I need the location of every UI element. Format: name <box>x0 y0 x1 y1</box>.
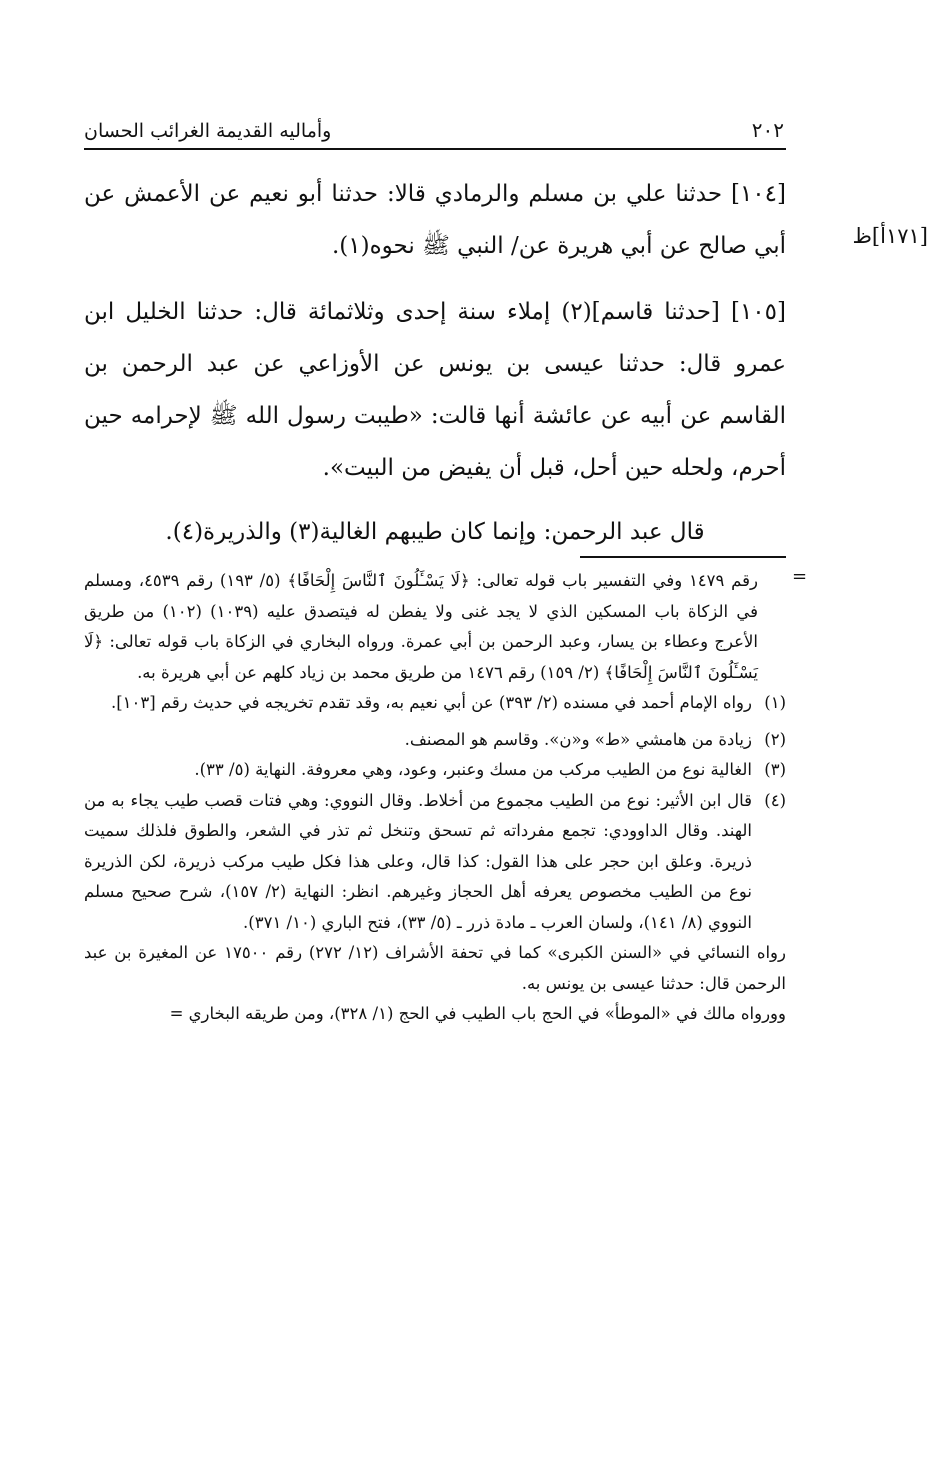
footnote-continuation: رقم ١٤٧٩ وفي التفسير باب قوله تعالى: ﴿لَا يَسْـَٔلُونَ ٱلنَّاسَ إِلْحَافًا﴾ (٥/ ١٩٣) رقم ٤٥٣٩، ومسلم في الزكاة باب المسكين الذي لا يجد غنى ولا يفطن له فيتصدق عليه (١٠٣٩) (١٠٢) من طريق الأعرج وعطاء بن يسار، وعبد الرحمن بن أبي عمرة. ورواه البخاري في الزكاة باب قوله تعالى: ﴿لَا يَسْـَٔلُونَ ٱلنَّاسَ إِلْحَافًا﴾ (٢/ ١٥٩) رقم ١٤٧٦ من طريق محمد بن زياد كلهم عن أبي هريرة به. <box>84 571 758 682</box>
footnote-rule <box>580 556 786 558</box>
footnote-text: زيادة من هامشي «ط» و«ن». وقاسم هو المصنف. <box>404 729 752 749</box>
running-title: وأماليه القديمة الغرائب الحسان <box>84 120 332 142</box>
footnote-4 <box>84 786 786 939</box>
hadith-104: [١٠٤] حدثنا علي بن مسلم والرمادي قالا: حدثنا أبو نعيم عن الأعمش عن أبي صالح عن أبي هريرة عن/ النبي ﷺ نحوه(١). <box>84 181 786 259</box>
footnote-text: الغالية نوع من الطيب مركب من مسك وعنبر، وعود، وهي معروفة. النهاية (٥/ ٣٣). <box>194 760 752 779</box>
footnote-number: (٣) <box>764 760 786 779</box>
footnote-extra-1: رواه النسائي في «السنن الكبرى» كما في تحفة الأشراف (١٢/ ٢٧٢) رقم ١٧٥٠٠ عن المغيرة بن عبد الرحمن قال: حدثنا عيسى بن يونس به. <box>84 943 786 993</box>
footnote-text: رواه الإمام أحمد في مسنده (٢/ ٣٩٣) عن أبي نعيم به، وقد تقدم تخريجه في حديث رقم [١٠٣]. <box>110 693 752 712</box>
footnotes <box>84 566 786 1030</box>
header-rule <box>84 148 786 150</box>
footnote-extra-2: وورواه مالك في «الموطأ» في الحج باب الطيب في الحج (١/ ٣٢٨)، ومن طريقه البخاري = <box>169 1004 786 1023</box>
footnote-1 <box>84 688 786 719</box>
footnote-number: (٢) <box>764 729 786 749</box>
hadith-105: [١٠٥] [حدثنا قاسم](٢) إملاء سنة إحدى وثلاثمائة قال: حدثنا الخليل ابن عمرو قال: حدثنا عيسى بن يونس عن الأوزاعي عن عبد الرحمن بن القاسم عن أبيه عن عائشة أنها قالت: «طيبت رسول الله ﷺ لإحرامه حين أحرم، ولحله حين أحل، قبل أن يفيض من البيت». <box>84 299 786 481</box>
manuscript-folio-note: [١٧١أ]ظ <box>852 224 928 248</box>
footnote-2 <box>84 725 786 756</box>
continuation-mark: = <box>792 566 808 587</box>
page-header <box>84 112 784 142</box>
footnote-text: قال ابن الأثير: نوع من الطيب مجموع من أخلاط. وقال النووي: وهي فتات قصب طيب يجاء به من الهند. وقال الداوودي: تجمع مفرداته ثم تسحق وتنخل ثم تذر في الشعر، والطوق فلذلك سميت ذريرة. وعلق ابن حجر على هذا القول: كذا قال، وعلى هذا فكل طيب مركب ذريرة، لكن الذريرة نوع من الطيب مخصوص يعرفه أهل الحجاز وغيرهم. انظر: النهاية (٢/ ١٥٧)، شرح صحيح مسلم النووي (٨/ ١٤١)، ولسان العرب ـ مادة ذرر ـ (٥/ ٣٣)، فتح الباري (١٠/ ٣٧١). <box>84 790 752 932</box>
footnote-number: (١) <box>764 693 786 712</box>
footnote-number: (٤) <box>764 790 786 810</box>
footnote-3 <box>84 755 786 786</box>
page-number: ٢٠٢ <box>751 118 784 142</box>
hadith-105-comment: قال عبد الرحمن: وإنما كان طيبهم الغالية(٣) والذريرة(٤). <box>165 519 705 545</box>
main-text <box>84 168 786 558</box>
